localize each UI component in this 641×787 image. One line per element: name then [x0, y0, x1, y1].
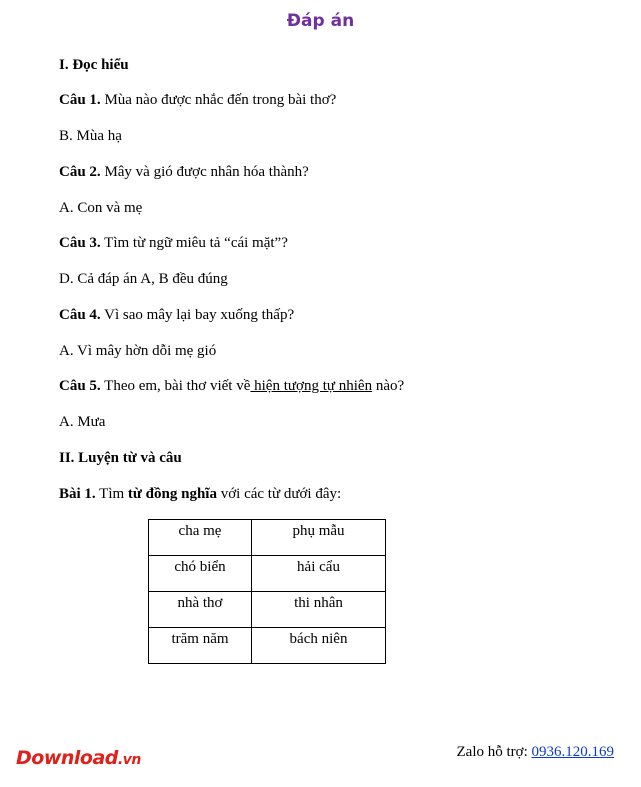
zalo-phone-link[interactable]: 0936.120.169	[531, 744, 614, 760]
question-4	[59, 306, 294, 324]
question-1	[59, 91, 336, 109]
table-cell: thi nhân	[252, 592, 386, 628]
table-row	[149, 628, 386, 664]
answer-2: A. Con và mẹ	[59, 200, 143, 216]
zalo-support	[457, 744, 615, 761]
download-logo[interactable]: Download.vn	[16, 747, 141, 769]
question-3	[59, 234, 288, 252]
section-heading-vocabulary: II. Luyện từ và câu	[59, 450, 182, 466]
synonym-table	[148, 519, 386, 664]
table-cell: chó biển	[149, 556, 252, 592]
answer-1: B. Mùa hạ	[59, 128, 122, 144]
exercise-1: Bài 1. Tìm từ đồng nghĩa với các từ dưới đây:	[59, 486, 342, 502]
section-heading-reading: I. Đọc hiểu	[59, 57, 129, 73]
answer-3: D. Cả đáp án A, B đều đúng	[59, 271, 228, 287]
table-cell: nhà thơ	[149, 592, 252, 628]
question-text: Vì sao mây lại bay xuống thấp?	[100, 307, 295, 323]
bold-phrase: từ đồng nghĩa	[127, 486, 217, 502]
question-text: Tìm từ ngữ miêu tả “cái mặt”?	[100, 235, 288, 251]
table-row	[149, 520, 386, 556]
question-label: Câu 1.	[59, 92, 101, 108]
exercise-label: Bài 1.	[59, 486, 96, 502]
table-cell: hải cẩu	[252, 556, 386, 592]
question-label: Câu 3.	[59, 235, 101, 251]
table-row	[149, 556, 386, 592]
question-2	[59, 163, 309, 181]
question-text: Mùa nào được nhắc đến trong bài thơ?	[100, 92, 337, 108]
zalo-label: Zalo hỗ trợ:	[456, 744, 532, 760]
answer-5: A. Mưa	[59, 414, 106, 430]
answer-4: A. Vì mây hờn dỗi mẹ gió	[59, 343, 217, 359]
table-cell: trăm năm	[149, 628, 252, 664]
table-row	[149, 592, 386, 628]
table-cell: cha mẹ	[149, 520, 252, 556]
question-label: Câu 4.	[59, 307, 101, 323]
underlined-phrase: hiện tượng tự nhiên	[250, 378, 373, 394]
page-title: Đáp án	[286, 11, 355, 31]
question-text: Mây và gió được nhân hóa thành?	[100, 164, 309, 180]
question-label: Câu 5.	[59, 378, 101, 394]
question-label: Câu 2.	[59, 164, 101, 180]
table-cell: phụ mẫu	[252, 520, 386, 556]
table-cell: bách niên	[252, 628, 386, 664]
question-5: Câu 5. Theo em, bài thơ viết về hiện tượng tự nhiên nào?	[59, 378, 405, 394]
